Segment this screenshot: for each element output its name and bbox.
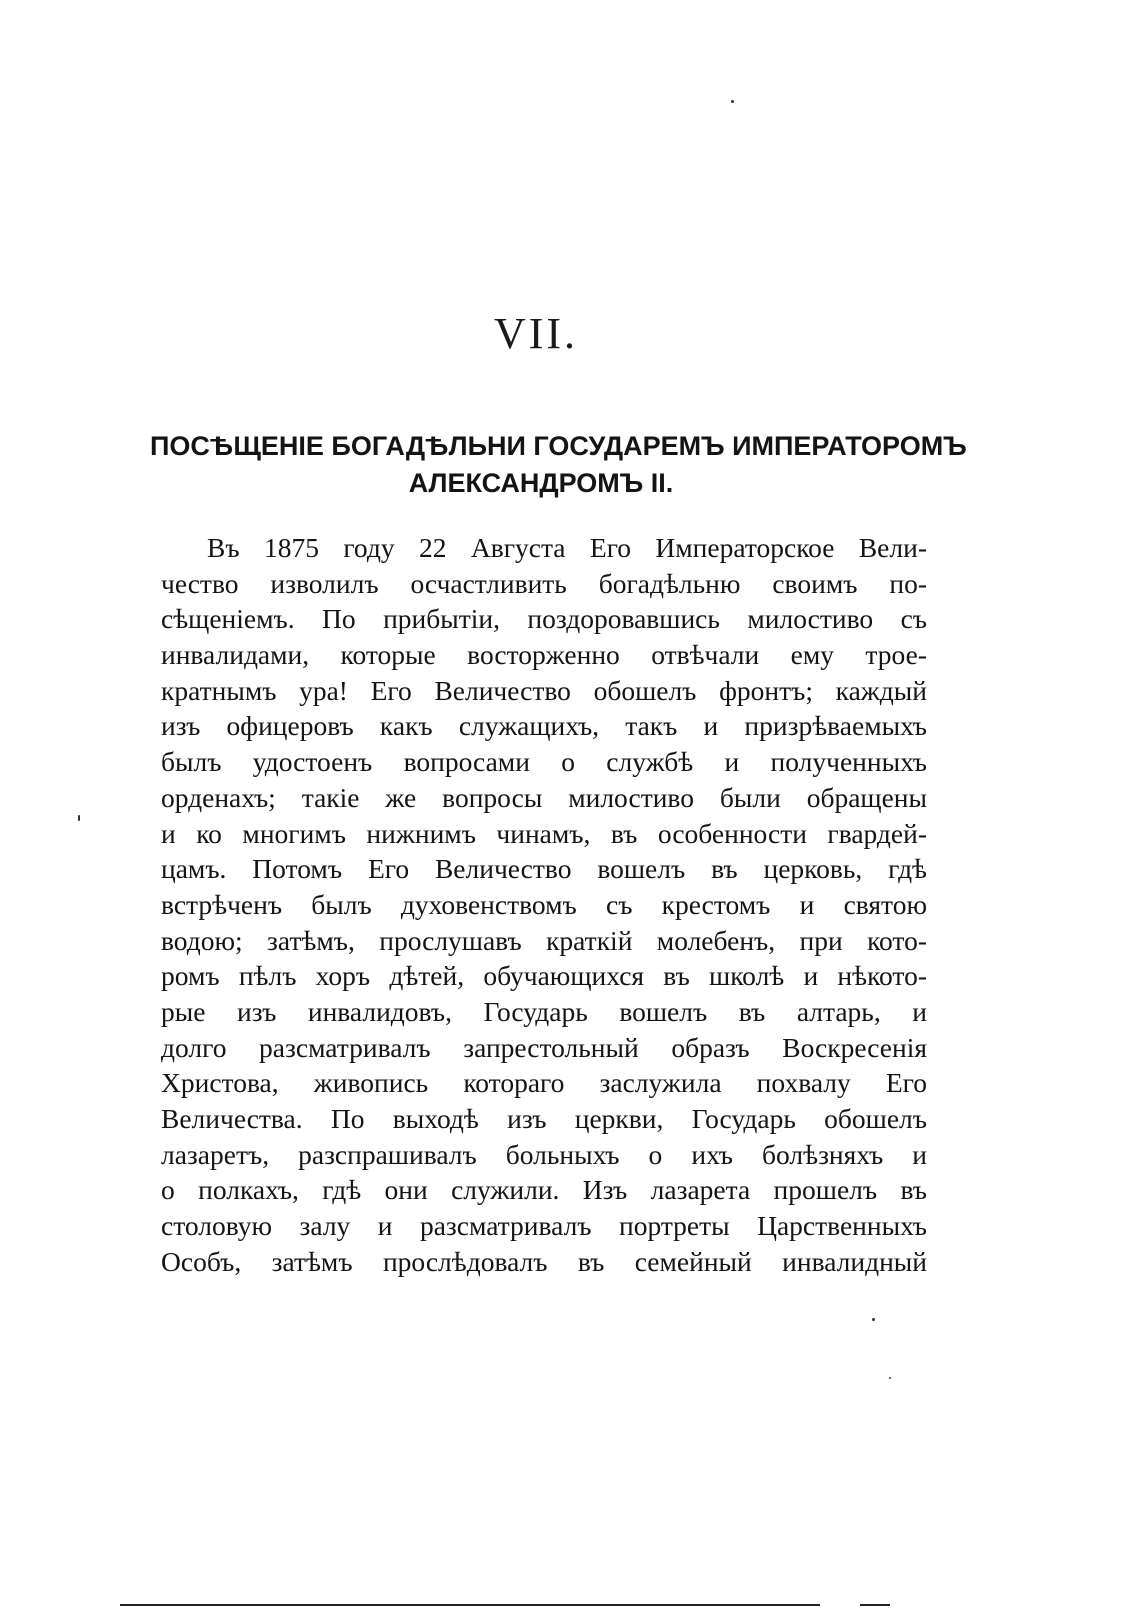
chapter-number: VII. <box>493 309 579 358</box>
text-line: и ко многимъ нижнимъ чинамъ, въ особенности гвардей- <box>161 817 927 849</box>
text-line: орденахъ; такіе же вопросы милостиво были обращены <box>161 781 927 813</box>
text-line: Христова, живопись котораго заслужила похвалу Его <box>161 1067 927 1099</box>
print-speck <box>889 1377 891 1379</box>
bottom-rule <box>860 1604 890 1606</box>
text-line: изъ офицеровъ какъ служащихъ, такъ и призрѣваемыхъ <box>161 710 927 742</box>
text-line: Величества. По выходѣ изъ церкви, Государь обошелъ <box>161 1103 927 1134</box>
text-line: кратнымъ ура! Его Величество обошелъ фронтъ; каждый <box>161 674 927 706</box>
text-line: инвалидами, которые восторженно отвѣчали ему трое- <box>161 639 927 671</box>
chapter-title-line: ПОСѢЩЕНІЕ БОГАДѢЛЬНИ ГОСУДАРЕМЪ ИМПЕРАТОРОМЪ <box>150 431 967 461</box>
text-line: лазаретъ, разспрашивалъ больныхъ о ихъ болѣзняхъ и <box>161 1138 927 1170</box>
text-line: цамъ. Потомъ Его Величество вошелъ въ церковь, гдѣ <box>161 853 927 885</box>
text-line: столовую залу и разсматривалъ портреты Царственныхъ <box>161 1210 927 1242</box>
text-line: ромъ пѣлъ хоръ дѣтей, обучающихся въ школѣ и нѣкото- <box>161 960 927 992</box>
text-line: долго разсматривалъ запрестольный образъ Воскресенія <box>161 1031 927 1063</box>
print-speck <box>78 815 80 821</box>
text-line: былъ удостоенъ вопросами о службѣ и полученныхъ <box>161 746 927 778</box>
text-line: водою; затѣмъ, прослушавъ краткій молебенъ, при кото- <box>161 924 927 956</box>
chapter-title-line: АЛЕКСАНДРОМЪ II. <box>408 468 674 498</box>
text-line: встрѣченъ былъ духовенствомъ съ крестомъ и святою <box>161 888 927 920</box>
print-speck <box>731 100 734 103</box>
print-speck <box>872 1318 875 1321</box>
text-line: рые изъ инвалидовъ, Государь вошелъ въ алтарь, и <box>161 995 927 1027</box>
text-line: Особъ, затѣмъ прослѣдовалъ въ семейный инвалидный <box>161 1245 927 1277</box>
chapter-title <box>150 428 967 502</box>
bottom-rule <box>120 1604 820 1606</box>
text-line: о полкахъ, гдѣ они служили. Изъ лазарета прошелъ въ <box>161 1174 927 1206</box>
text-line: чество изволилъ осчастливить богадѣльню своимъ по- <box>161 567 927 599</box>
body-paragraph <box>161 530 927 1279</box>
text-line: Въ 1875 году 22 Августа Его Императорское Вели- <box>207 532 927 563</box>
text-line: сѣщеніемъ. По прибытіи, поздоровавшись милостиво съ <box>161 603 927 635</box>
